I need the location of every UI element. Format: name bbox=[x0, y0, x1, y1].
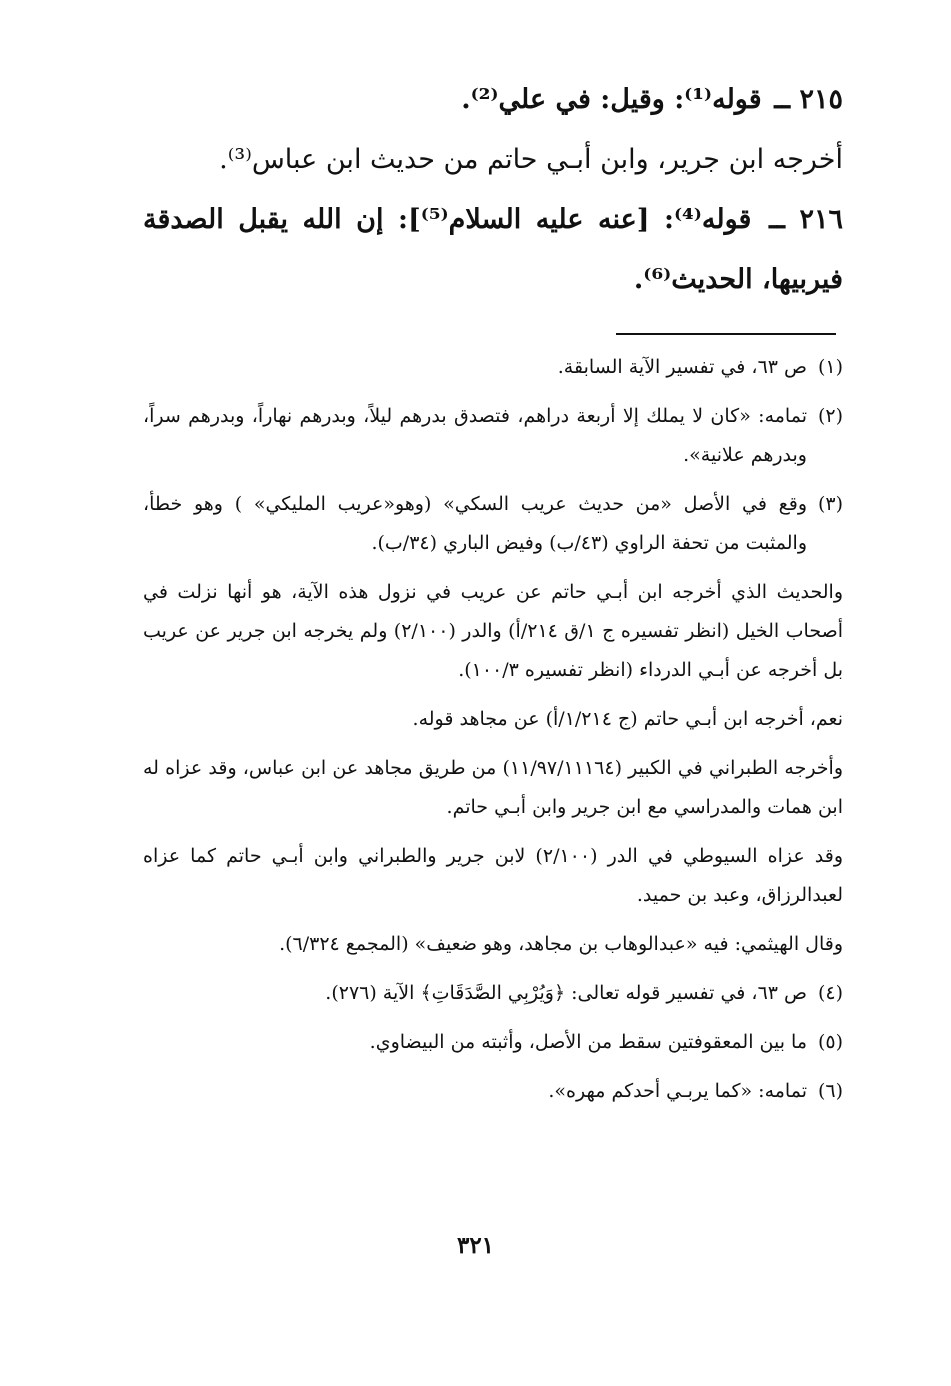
footnote-3-paragraph: وقال الهيثمي: فيه «عبدالوهاب بن مجاهد، وهو ضعيف» (المجمع ٦/٣٢٤). bbox=[279, 933, 843, 955]
footnote-3-paragraph: وأخرجه الطبراني في الكبير (١١/٩٧/١١١٦٤) من طريق مجاهد عن ابن عباس، وقد عزاه له ابن همات والمدراسي مع ابن جرير وابن أبـي حاتم. bbox=[143, 757, 844, 818]
footnote-text: تمامه: «كان لا يملك إلا أربعة دراهم، فتصدق بدرهم ليلاً، وبدرهم نهاراً، وبدرهم سراً، وبدرهم علانية». bbox=[143, 405, 807, 466]
footnote-text: ص ٦٣، في تفسير قوله تعالى: ﴿وَيُرْبِي الصَّدَقَاتِ﴾ الآية (٢٧٦). bbox=[325, 982, 807, 1004]
footnotes bbox=[143, 348, 843, 1121]
footnote-number: (٥) bbox=[817, 1031, 843, 1053]
entry-215 bbox=[143, 70, 843, 130]
footnote-number: (٢) bbox=[817, 405, 843, 427]
entry-number: ٢١٥ ــ bbox=[774, 84, 843, 115]
footnote-text: ص ٦٣، في تفسير الآية السابقة. bbox=[557, 356, 807, 378]
footnote-text: تمامه: «كما يربـي أحدكم مهره». bbox=[548, 1080, 807, 1102]
footnote-3-paragraph: نعم، أخرجه ابن أبـي حاتم (ج ١/٢١٤/أ) عن مجاهد قوله. bbox=[412, 708, 843, 730]
entry-215-commentary bbox=[143, 130, 843, 190]
entry-text: قوله⁽¹⁾: وقيل: في علي⁽²⁾. bbox=[461, 84, 762, 115]
footnote-3-paragraph: وقد عزاه السيوطي في الدر (٢/١٠٠) لابن جرير والطبراني وابن أبـي حاتم كما عزاه لعبدالرزاق، وعبد بن حميد. bbox=[143, 845, 844, 906]
entry-number: ٢١٦ ــ bbox=[769, 204, 843, 235]
footnote-number: (١) bbox=[817, 356, 843, 378]
entry-216 bbox=[143, 190, 843, 310]
main-text bbox=[143, 70, 843, 310]
commentary-text: أخرجه ابن جرير، وابن أبـي حاتم من حديث ابن عباس⁽³⁾. bbox=[219, 144, 843, 175]
footnote-3-paragraph: والحديث الذي أخرجه ابن أبـي حاتم عن عريب في نزول هذه الآية، هو أنها نزلت في أصحاب الخيل (انظر تفسيره ج ١/ق ٢١٤/أ) والدر (٢/١٠٠) ولم يخرجه ابن جرير عن عريب بل أخرجه عن أبـي الدرداء (انظر تفسيره ١٠٠/٣). bbox=[143, 581, 844, 681]
footnote-2 bbox=[143, 397, 843, 475]
footnote-1 bbox=[143, 348, 843, 387]
footnote-separator bbox=[616, 333, 836, 335]
footnote-number: (٦) bbox=[817, 1080, 843, 1102]
footnote-number: (٣) bbox=[817, 493, 843, 515]
footnote-4 bbox=[143, 974, 843, 1013]
entry-text: قوله⁽⁴⁾: [عنه عليه السلام⁽⁵⁾]: إن الله يقبل الصدقة فيربيها، الحديث⁽⁶⁾. bbox=[143, 204, 843, 295]
footnote-5 bbox=[143, 1023, 843, 1062]
footnote-text: وقع في الأصل «من حديث عريب السكي» (وهو«عريب المليكي» ) وهو خطأ، والمثبت من تحفة الراوي (٤٣/ب) وفيض الباري (٣٤/ب). bbox=[143, 493, 807, 554]
footnote-6 bbox=[143, 1072, 843, 1111]
footnote-text: ما بين المعقوفتين سقط من الأصل، وأثبته من البيضاوي. bbox=[369, 1031, 807, 1053]
page-number: ٣٢١ bbox=[456, 1232, 495, 1259]
footnote-number: (٤) bbox=[817, 982, 843, 1004]
footnote-3 bbox=[143, 485, 843, 563]
